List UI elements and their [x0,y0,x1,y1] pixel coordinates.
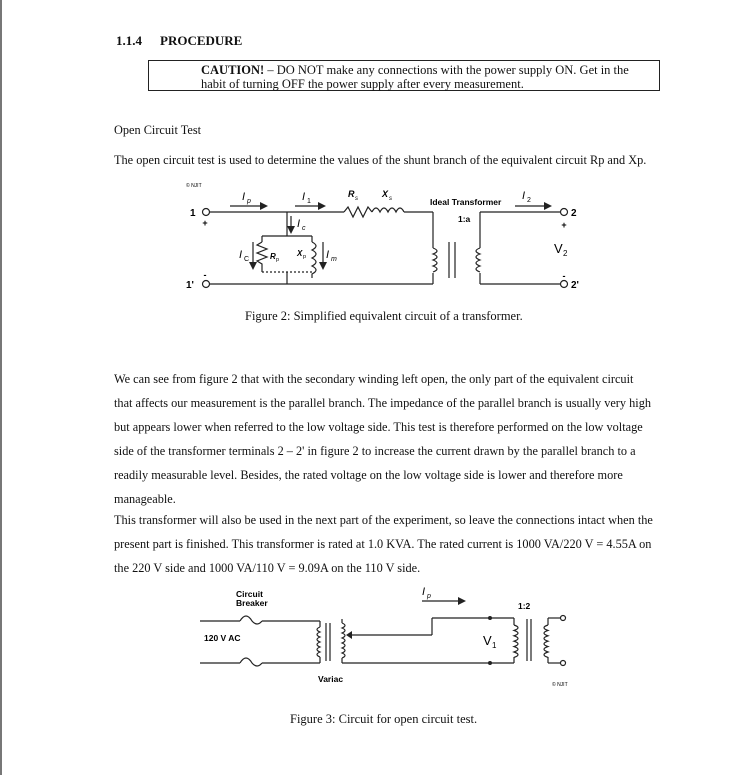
fig2-xp-label: X [297,249,303,258]
fig2-terminal-1p: 1' [186,280,194,291]
fig3-v1-sub: 1 [492,641,497,650]
section-number: 1.1.4 [116,33,142,48]
fig2-minus-right: - [562,271,566,281]
paragraph-2: This transformer will also be used in the next part of the experiment, so leave the connections intact when the present part is finished. This transformer is rated at 1.0 KVA. The rated current is 1000 VA/220 V = 4.55A on the 220 V side and 1000 VA/110 V = 9.09A on the 110 V side. [114,513,653,575]
fig2-terminal-1: 1 [190,208,196,219]
fig2-xp-sub: p [303,254,307,260]
page-left-border [0,0,2,775]
fig2-im-label: I [326,249,330,261]
fig2-i1-label: I [302,191,306,203]
caution-text: DO NOT make any connections with the power supply ON. Get in the habit of turning OFF the power supply after every measurement. [201,63,629,91]
fig2-plus-right: + [561,220,567,230]
fig2-ic-label: I [297,218,301,230]
fig2-rs-label: R [348,189,355,199]
figure3-caption: Figure 3: Circuit for open circuit test. [290,712,478,726]
fig3-v1-label: V [483,633,492,648]
fig3-ratio-label: 1:2 [518,601,531,611]
fig2-i1-sub: 1 [307,198,311,205]
section-heading [116,33,242,49]
fig2-ip-sub: p [247,198,251,205]
caution-dash: – [264,63,277,77]
fig2-v2-label: V [554,241,563,256]
fig2-rs-sub: s [355,196,358,202]
fig2-rp-label: R [270,252,276,261]
intro-paragraph: The open circuit test is used to determine the values of the shunt branch of the equivalent circuit Rp and Xp. [114,153,647,167]
fig3-breaker-label-2: Breaker [236,598,268,608]
fig3-variac-label: Variac [318,674,344,684]
fig2-ic-sub: c [302,225,306,232]
caution-label: CAUTION! [201,63,265,77]
subheading: Open Circuit Test [114,123,202,137]
fig2-minus-left: - [203,270,207,280]
fig3-breaker-label-1: Circuit [236,589,263,599]
figure2-caption: Figure 2: Simplified equivalent circuit of a transformer. [245,309,523,323]
fig2-i2-label: I [522,190,526,202]
fig2-icc-label: I [239,249,243,261]
fig2-icc-sub: C [244,256,250,263]
fig2-xs-label: X [382,189,389,199]
fig2-ip-label: I [242,191,246,203]
caution-box [148,60,660,91]
fig2-ratio-label: 1:a [458,214,471,224]
fig2-rp-sub: p [276,257,280,263]
figure3-circuit [200,585,590,693]
section-title: PROCEDURE [160,33,243,48]
fig2-ideal-label: Ideal Transformer [430,197,502,207]
fig2-v2-sub: 2 [563,249,568,258]
fig3-source-label: 120 V AC [204,633,241,643]
fig2-xs-sub: s [389,196,392,202]
fig2-copyright: © NJIT [186,183,202,189]
figure2-circuit [150,178,620,298]
fig2-terminal-2: 2 [571,208,577,219]
fig2-im-sub: m [331,256,337,263]
fig2-terminal-2p: 2' [571,280,579,291]
paragraph-1: We can see from figure 2 that with the secondary winding left open, the only part of the equivalent circuit that affects our measurement is the parallel branch. The impedance of the parallel branch is usually very high but appears lower when referred to the low voltage side. This test is therefore performed on the low voltage side of the transformer terminals 2 – 2' in figure 2 to increase the current drawn by the parallel branch to a readily measurable level. Besides, the rated voltage on the low voltage side is lower and therefore more manageable. [114,372,651,506]
fig3-ip-sub: p [427,593,431,600]
fig3-ip-label: I [422,586,426,598]
fig2-i2-sub: 2 [527,197,531,204]
fig2-plus-left: + [202,218,208,228]
fig3-copyright: © NJIT [552,682,568,688]
